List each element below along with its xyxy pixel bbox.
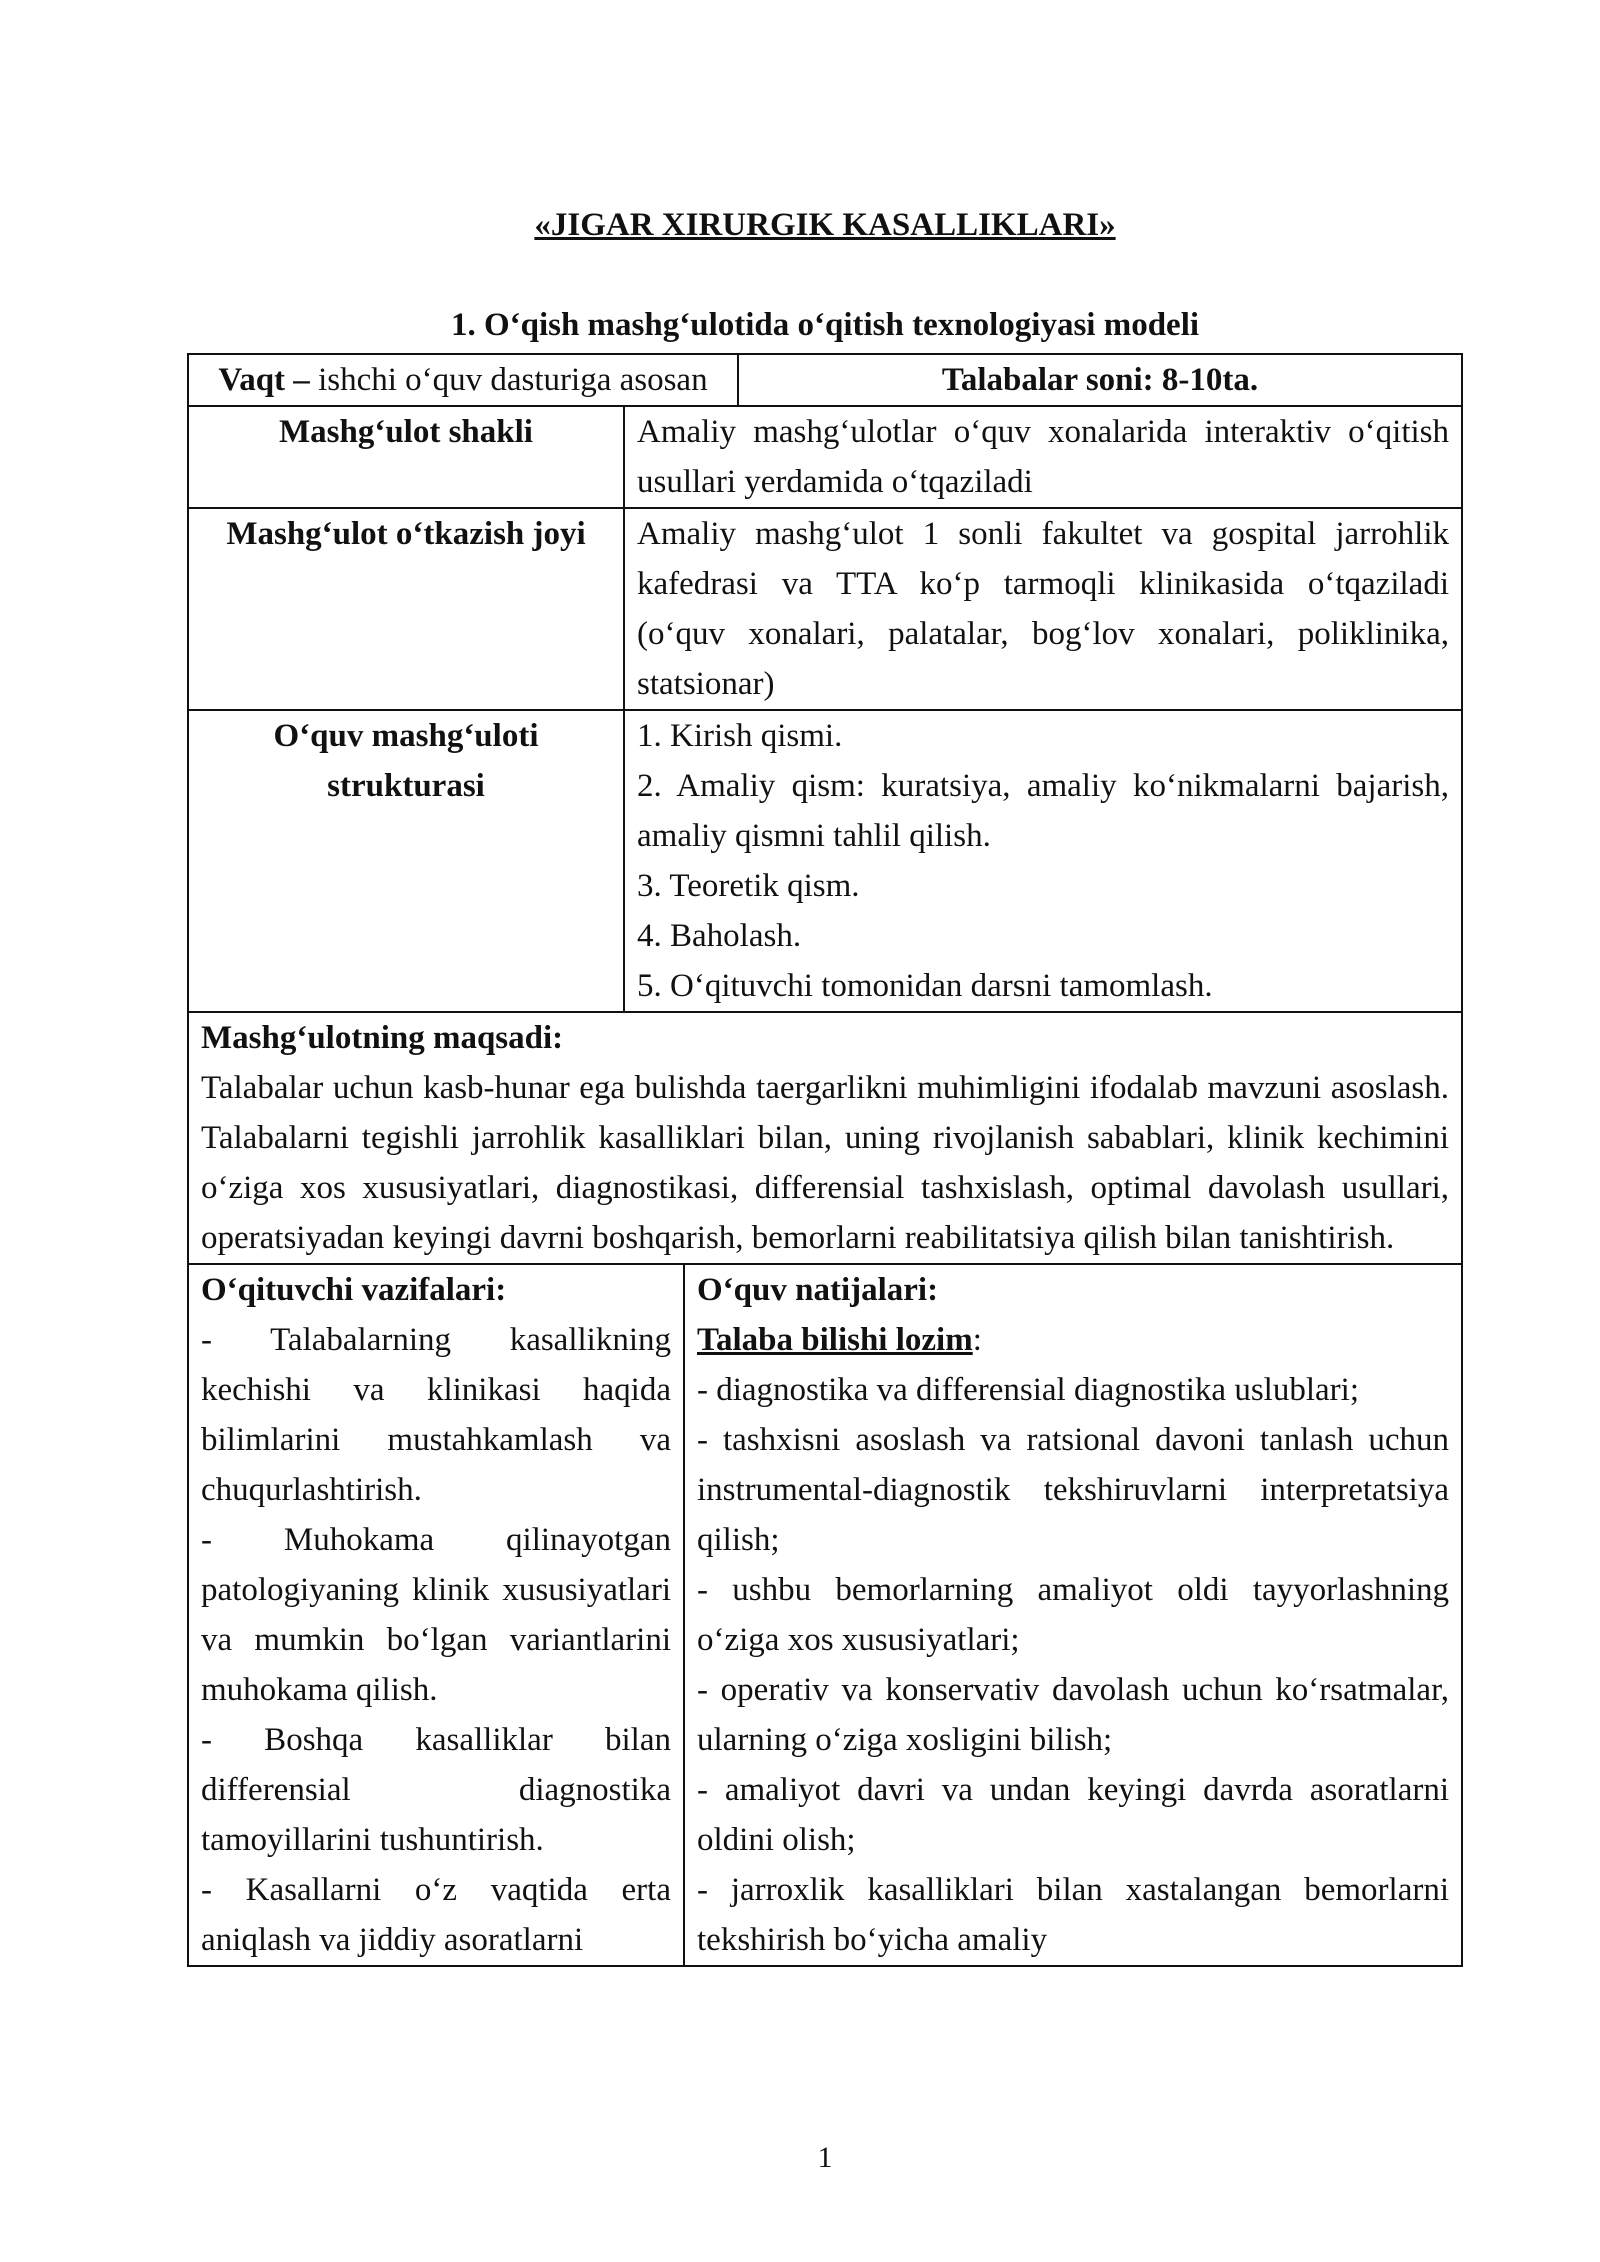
list-item: - amaliyot davri va undan keyingi davrda asoratlarni oldini olish; [697, 1772, 1449, 1858]
row-value: Amaliy mashg‘ulotlar o‘quv xonalarida interaktiv o‘qitish usullari yerdamida o‘tqaziladi [637, 414, 1449, 500]
subheading-colon: : [972, 1322, 982, 1358]
list-item: - tashxisni asoslash va ratsional davoni tanlash uchun instrumental-diagnostik tekshiruvlarni interpretatsiya qilish; [697, 1422, 1449, 1558]
row-value: Amaliy mashg‘ulot 1 sonli fakultet va gospital jarrohlik kafedrasi va TTA ko‘p tarmoqli klinikasida o‘tqaziladi (o‘quv xonalari, palatalar, bog‘lov xonalari, poliklinika, statsionar) [637, 516, 1449, 702]
list-item: - jarroxlik kasalliklari bilan xastalangan bemorlarni tekshirish bo‘yicha amaliy [697, 1872, 1449, 1958]
list-item: - Muhokama qilinayotgan patologiyaning klinik xususiyatlari va mumkin bo‘lgan variantlarini muhokama qilish. [201, 1522, 671, 1708]
list-item: - ushbu bemorlarning amaliyot oldi tayyorlashning o‘ziga xos xususiyatlari; [697, 1572, 1449, 1658]
lesson-model-table [187, 353, 1463, 1967]
students-count: Talabalar soni: 8-10ta. [941, 362, 1259, 398]
teacher-tasks [189, 1265, 685, 1965]
section-title: 1. O‘qish mashg‘ulotida o‘qitish texnologiyasi modeli [450, 307, 1200, 343]
learning-outcomes-subheading: Talaba bilishi lozim [697, 1322, 973, 1358]
list-item: 1. Kirish qismi. [637, 718, 843, 754]
learning-outcomes-heading: O‘quv natijalari: [697, 1272, 939, 1308]
goal-heading: Mashg‘ulotning maqsadi: [201, 1020, 564, 1056]
goal-cell [189, 1013, 1461, 1263]
list-item: 5. O‘qituvchi tomonidan darsni tamomlash. [637, 968, 1213, 1004]
time-value: ishchi o‘quv dasturiga asosan [309, 362, 708, 398]
row-label: Mashg‘ulot shakli [189, 407, 625, 507]
row-label: O‘quv mashg‘uloti strukturasi [189, 711, 625, 1011]
list-item: - Kasallarni o‘z vaqtida erta aniqlash va jiddiy asoratlarni [201, 1872, 671, 1958]
row-label: Mashg‘ulot o‘tkazish joyi [189, 509, 625, 709]
page-title: «JIGAR XIRURGIK KASALLIKLARI» [534, 207, 1116, 243]
goal-text: Talabalar uchun kasb-hunar ega bulishda taergarlikni muhimligini ifodalab mavzuni asoslash. Talabalarni tegishli jarrohlik kasalliklari bilan, uning rivojlanish sabablari, klinik kechimini o‘ziga xos xususiyatlari, diagnostikasi, differensial tashxislash, optimal davolash usullari, operatsiyadan keyingi davrni boshqarish, bemorlarni reabilitatsiya qilish bilan tanishtirish. [201, 1070, 1449, 1256]
row-lesson-goal [189, 1013, 1461, 1265]
list-item: - diagnostika va differensial diagnostika uslublari; [697, 1372, 1359, 1408]
list-item: 2. Amaliy qism: kuratsiya, amaliy ko‘nikmalarni bajarish, amaliy qismni tahlil qilish. [637, 768, 1449, 854]
learning-outcomes [685, 1265, 1461, 1965]
list-item: - operativ va konservativ davolash uchun ko‘rsatmalar, ularning o‘ziga xosligini bilish; [697, 1672, 1449, 1758]
time-label: Vaqt – [218, 362, 310, 398]
row-tasks-outcomes [189, 1265, 1461, 1965]
structure-list [625, 711, 1461, 1011]
list-item: 4. Baholash. [637, 918, 802, 954]
row-lesson-structure [189, 711, 1461, 1013]
list-item: - Talabalarning kasallikning kechishi va klinikasi haqida bilimlarini mustahkamlash va chuqurlashtirish. [201, 1322, 671, 1508]
teacher-tasks-heading: O‘qituvchi vazifalari: [201, 1272, 507, 1308]
row-lesson-place [189, 509, 1461, 711]
row-lesson-form [189, 407, 1461, 509]
list-item: 3. Teoretik qism. [637, 868, 860, 904]
page-number: 1 [817, 2141, 833, 2174]
time-cell [189, 355, 739, 405]
time-row [189, 355, 1461, 407]
list-item: - Boshqa kasalliklar bilan differensial diagnostika tamoyillarini tushuntirish. [201, 1722, 671, 1858]
